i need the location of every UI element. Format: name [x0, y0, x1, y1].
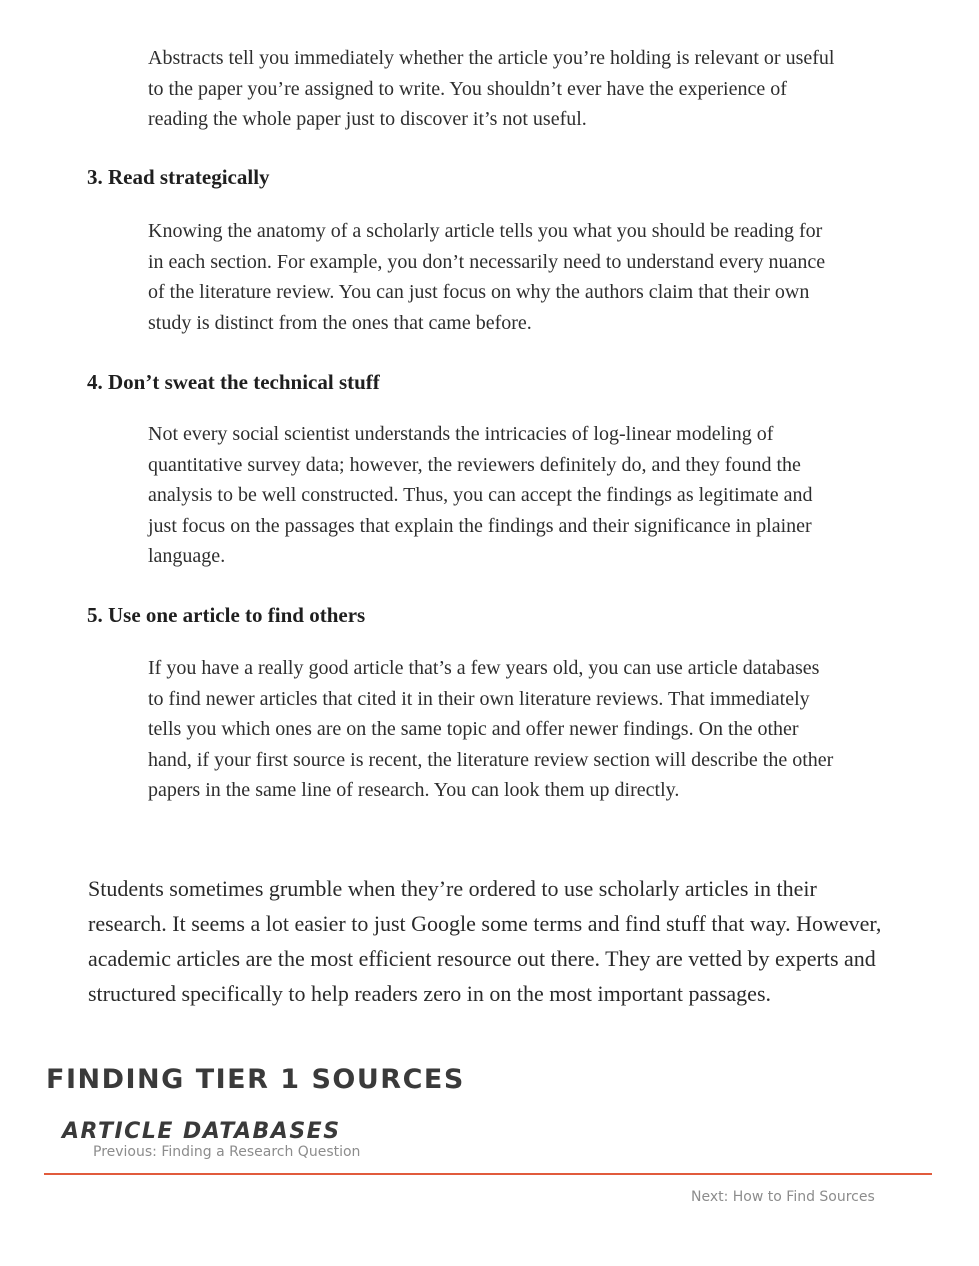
- item-body-read-strategically: Knowing the anatomy of a scholarly article tells you what you should be reading for in each section. For example, you don’t necessarily need to understand every nuance of the literature review. You can just focus on why the authors claim that their own study is distinct from the ones that came before.: [148, 220, 826, 334]
- item-body-use-one-article: If you have a really good article that’s a few years old, you can use article databases to find newer articles that cited it in their own literature reviews. That immediately tells you which ones are on the same topic and offer newer findings. On the other hand, if your first source is recent, the literature review section will describe the other papers in the same line of research. You can look them up directly.: [148, 657, 834, 801]
- item-heading-technical-stuff: 4. Don’t sweat the technical stuff: [87, 370, 380, 394]
- previous-page-link[interactable]: Previous: Finding a Research Question: [93, 1144, 361, 1160]
- section-heading: FINDING TIER 1 SOURCES: [46, 1064, 465, 1095]
- subheading: ARTICLE DATABASES: [62, 1119, 341, 1144]
- closing-paragraph: Students sometimes grumble when they’re ordered to use scholarly articles in their research. It seems a lot easier to just Google some terms and find stuff that way. However, academic articles are the most efficient resource out there. They are vetted by experts and structured specifically to help readers zero in on the most important passages.: [88, 876, 882, 1006]
- next-page-link[interactable]: Next: How to Find Sources: [691, 1189, 875, 1205]
- item-body-technical-stuff: Not every social scientist understands the intricacies of log-linear modeling of quantitative survey data; however, the reviewers definitely do, and they found the analysis to be well constructed. Thus, you can accept the findings as legitimate and just focus on the passages that explain the findings and their significance in plainer language.: [148, 423, 813, 567]
- navigation-divider: [44, 1173, 932, 1175]
- item-heading-use-one-article: 5. Use one article to find others: [87, 603, 366, 627]
- abstract-paragraph: Abstracts tell you immediately whether the article you’re holding is relevant or useful to the paper you’re assigned to write. You shouldn’t ever have the experience of reading the whole paper just to discover it’s not useful.: [148, 47, 835, 130]
- subheading-container: [62, 1118, 462, 1144]
- item-heading-read-strategically: 3. Read strategically: [87, 165, 270, 189]
